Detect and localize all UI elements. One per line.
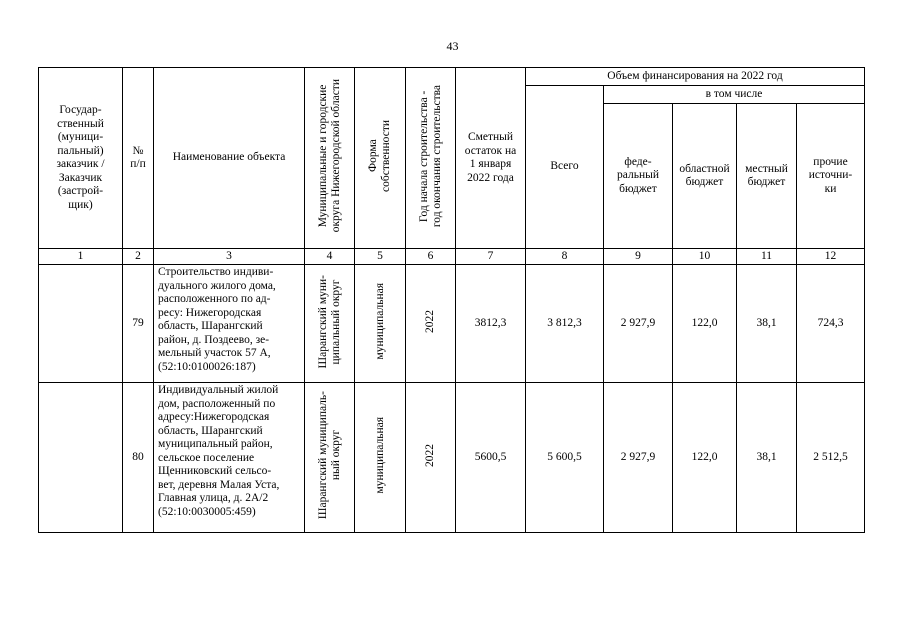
row-estimate: 5600,5 xyxy=(456,383,526,533)
column-number: 1 xyxy=(39,249,123,265)
column-number: 11 xyxy=(737,249,797,265)
header-years: Год начала строительства - год окончания строительства xyxy=(406,68,456,249)
table-row xyxy=(39,383,865,533)
row-local: 38,1 xyxy=(737,265,797,383)
header-financing: Объем финансирования на 2022 год xyxy=(526,68,865,86)
row-customer xyxy=(39,383,123,533)
row-municipal: Шарангский муни- ципальный округ xyxy=(305,265,355,383)
header-num: № п/п xyxy=(123,68,154,249)
column-number: 6 xyxy=(406,249,456,265)
column-number: 5 xyxy=(355,249,406,265)
header-including: в том числе xyxy=(604,86,865,104)
column-number: 2 xyxy=(123,249,154,265)
header-customer: Государ- ственный (муници- пальный) заказчик / Заказчик (застрой- щик) xyxy=(39,68,123,249)
row-ownership: муниципальная xyxy=(355,383,406,533)
row-other: 724,3 xyxy=(797,265,865,383)
header-ownership: Форма собственности xyxy=(355,68,406,249)
row-total: 3 812,3 xyxy=(526,265,604,383)
row-estimate: 3812,3 xyxy=(456,265,526,383)
row-customer xyxy=(39,265,123,383)
header-object-name: Наименование объекта xyxy=(154,68,305,249)
column-numbers-row xyxy=(39,249,865,265)
row-year: 2022 xyxy=(406,265,456,383)
column-number: 7 xyxy=(456,249,526,265)
row-object-name: Строительство индиви- дуального жилого дома, расположенного по ад- ресу: Нижегородская область, Шарангский район, д. Поздеево, зе- мельный участок 57 А, (52:10:0100026:187) xyxy=(154,265,305,383)
row-num: 79 xyxy=(123,265,154,383)
header-federal: феде- ральный бюджет xyxy=(604,104,673,249)
column-number: 8 xyxy=(526,249,604,265)
row-num: 80 xyxy=(123,383,154,533)
header-total: Всего xyxy=(526,86,604,249)
table-row xyxy=(39,265,865,383)
row-ownership: муниципальная xyxy=(355,265,406,383)
row-municipal: Шарангский муниципаль- ный округ xyxy=(305,383,355,533)
financing-table xyxy=(38,67,865,533)
page-number: 43 xyxy=(446,39,459,53)
row-federal: 2 927,9 xyxy=(604,383,673,533)
row-federal: 2 927,9 xyxy=(604,265,673,383)
row-object-name: Индивидуальный жилой дом, расположенный по адресу:Нижегородская область, Шарангский муниципальный район, сельское поселение Щенниковский сельсо- вет, деревня Малая Уста, Главная улица, д. 2А/2 (52:10:0030005:459) xyxy=(154,383,305,533)
header-municipal: Муниципальные и городские округа Нижегородской области xyxy=(305,68,355,249)
row-total: 5 600,5 xyxy=(526,383,604,533)
row-regional: 122,0 xyxy=(673,383,737,533)
header-other: прочие источни- ки xyxy=(797,104,865,249)
column-number: 3 xyxy=(154,249,305,265)
column-number: 10 xyxy=(673,249,737,265)
header-local: местный бюджет xyxy=(737,104,797,249)
row-year: 2022 xyxy=(406,383,456,533)
column-number: 12 xyxy=(797,249,865,265)
column-number: 4 xyxy=(305,249,355,265)
column-number: 9 xyxy=(604,249,673,265)
row-local: 38,1 xyxy=(737,383,797,533)
row-regional: 122,0 xyxy=(673,265,737,383)
header-estimate: Сметный остаток на 1 января 2022 года xyxy=(456,68,526,249)
row-other: 2 512,5 xyxy=(797,383,865,533)
header-regional: областной бюджет xyxy=(673,104,737,249)
